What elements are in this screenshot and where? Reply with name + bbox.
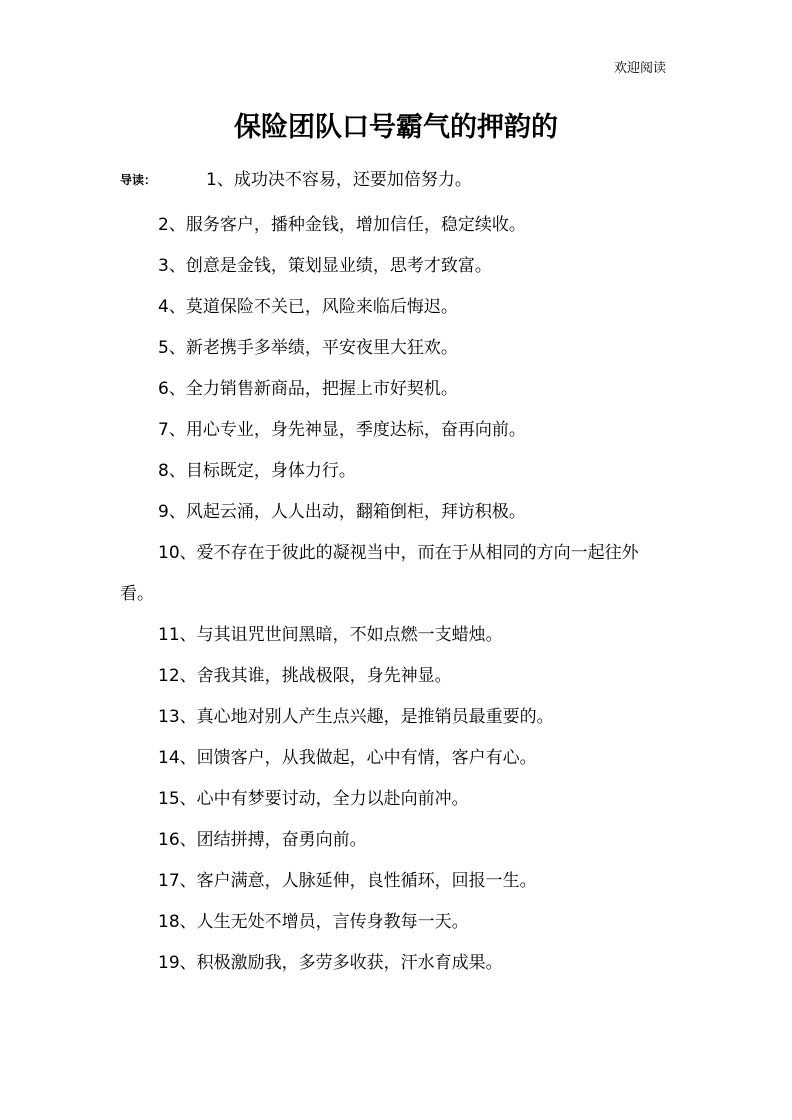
list-item: 15、心中有梦要讨动，全力以赴向前冲。	[158, 789, 469, 809]
header-note: 欢迎阅读	[613, 61, 666, 76]
list-item: 17、客户满意，人脉延伸，良性循环，回报一生。	[158, 871, 537, 891]
document-body	[120, 164, 668, 984]
list-item: 12、舍我其谁，挑战极限，身先神显。	[158, 666, 452, 686]
list-item: 19、积极激励我，多劳多收获，汗水育成果。	[158, 953, 503, 973]
list-item: 14、回馈客户，从我做起，心中有情，客户有心。	[158, 748, 537, 768]
page-title: 保险团队口号霸气的押韵的	[234, 112, 558, 143]
list-item: 16、团结拼搏，奋勇向前。	[158, 830, 367, 850]
list-item: 2、服务客户，播种金钱，增加信任，稳定续收。	[158, 215, 526, 235]
list-item: 6、全力销售新商品，把握上市好契机。	[158, 379, 458, 399]
list-item: 7、用心专业，身先神显，季度达标，奋再向前。	[158, 420, 526, 440]
list-item: 3、创意是金钱，策划显业绩，思考才致富。	[158, 256, 492, 276]
list-item: 11、与其诅咒世间黑暗，不如点燃一支蜡烛。	[158, 625, 503, 645]
list-item: 5、新老携手多举绩，平安夜里大狂欢。	[158, 338, 458, 358]
list-item: 8、目标既定，身体力行。	[158, 461, 356, 481]
list-item: 13、真心地对别人产生点兴趣，是推销员最重要的。	[158, 707, 554, 727]
list-item: 18、人生无处不增员，言传身教每一天。	[158, 912, 469, 932]
list-item: 4、莫道保险不关已，风险来临后悔迟。	[158, 297, 458, 317]
list-item: 9、风起云涌，人人出动，翻箱倒柜，拜访积极。	[158, 502, 526, 522]
first-line	[120, 164, 668, 205]
list-item: 10、爱不存在于彼此的凝视当中，而在于从相同的方向一起往外看。	[120, 543, 639, 604]
list-item: 1、成功决不容易，还要加倍努力。	[206, 170, 472, 190]
guide-label: 导读：	[120, 173, 157, 187]
